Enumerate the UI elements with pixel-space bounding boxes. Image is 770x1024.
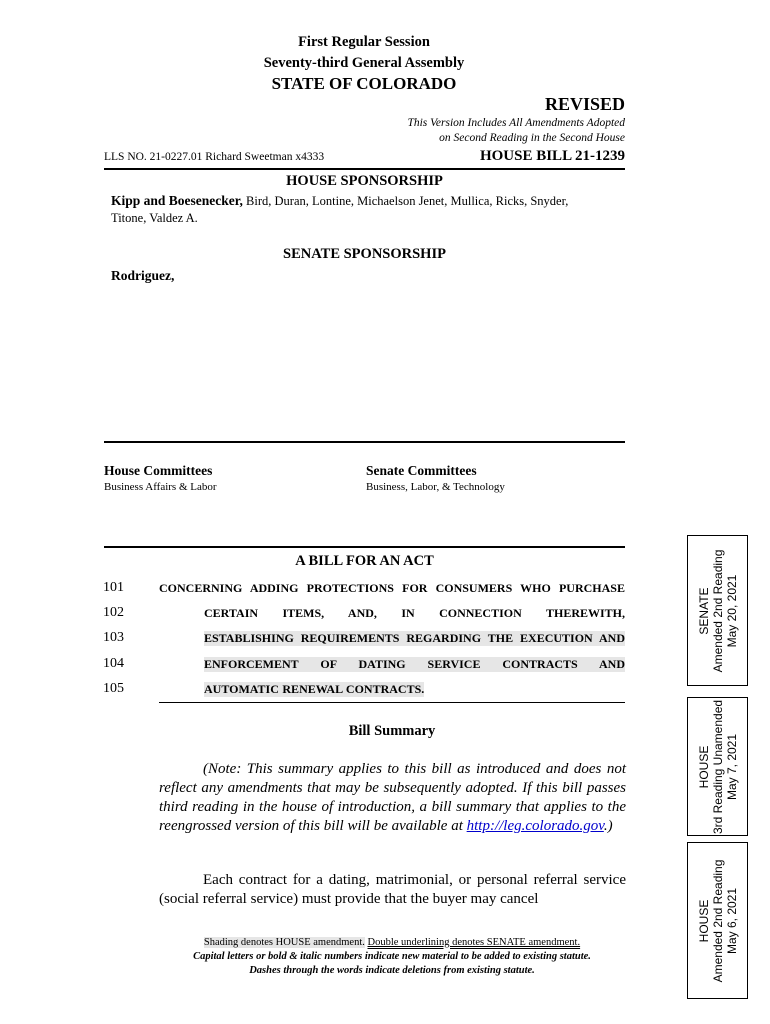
- committees-rule: [104, 441, 625, 443]
- bill-title-line: AUTOMATIC RENEWAL CONTRACTS.: [204, 682, 425, 696]
- footer-legend-line2: Capital letters or bold & italic numbers indicate new material to be added to existing statute.: [193, 951, 591, 962]
- line-number: 102: [103, 605, 124, 620]
- stamp-action: Amended 2nd Reading: [710, 549, 725, 672]
- senate-reading-stamp: [687, 535, 748, 686]
- senate-committees-heading: Senate Committees: [366, 463, 477, 478]
- house-sponsorship-heading: HOUSE SPONSORSHIP: [286, 173, 443, 189]
- revised-label: REVISED: [544, 94, 625, 114]
- house-third-reading-stamp: [687, 697, 748, 836]
- header-rule: [104, 168, 625, 170]
- session-title: First Regular Session: [298, 34, 430, 50]
- senate-sponsorship-heading: SENATE SPONSORSHIP: [283, 246, 446, 262]
- bill-title-line: CONCERNING ADDING PROTECTIONS FOR CONSUMERS WHO PURCHASE: [159, 581, 625, 595]
- line-number: 101: [103, 580, 124, 595]
- bill-number: HOUSE BILL 21-1239: [479, 148, 625, 164]
- summary-note-text: (Note: This summary applies to this bill as introduced and does not reflect any amendments that may be subsequently adopted. If this bill passes third reading in the house of introduction, a bill summary that applies to the reengrossed version of this bill will be available at: [159, 761, 626, 834]
- line-number: 105: [103, 681, 124, 696]
- stamp-chamber: SENATE: [696, 586, 711, 635]
- stamp-chamber: HOUSE: [696, 899, 711, 942]
- stamp-date: May 20, 2021: [724, 574, 739, 647]
- stamp-action: Amended 2nd Reading: [710, 859, 725, 982]
- title-end-rule: [159, 702, 625, 703]
- summary-body: Each contract for a dating, matrimonial, or personal referral service (social referral service) must provide that the buyer may cancel: [159, 872, 626, 907]
- bill-title-line: CERTAIN ITEMS, AND, IN CONNECTION THEREWITH,: [204, 606, 625, 620]
- house-amendment-legend: Shading denotes HOUSE amendment.: [203, 937, 365, 948]
- summary-note-end: .): [603, 818, 613, 834]
- house-cosponsors-line2: Titone, Valdez A.: [111, 211, 198, 225]
- state-title: STATE OF COLORADO: [271, 74, 457, 93]
- bill-title-line: ESTABLISHING REQUIREMENTS REGARDING THE EXECUTION AND: [204, 631, 625, 645]
- assembly-title: Seventy-third General Assembly: [263, 55, 465, 71]
- stamp-action: 3rd Reading Unamended: [710, 699, 725, 834]
- bill-summary-heading: Bill Summary: [348, 723, 436, 739]
- senate-prime-sponsors: Rodriguez,: [111, 268, 175, 283]
- house-committees-value: Business Affairs & Labor: [104, 481, 217, 493]
- bill-title-line: ENFORCEMENT OF DATING SERVICE CONTRACTS AND: [204, 657, 625, 671]
- house-sponsors: [111, 192, 626, 227]
- version-note-line1: This Version Includes All Amendments Adopted: [407, 117, 625, 129]
- senate-committees-value: Business, Labor, & Technology: [366, 481, 505, 493]
- footer-legend-line3: Dashes through the words indicate deletions from existing statute.: [249, 965, 535, 976]
- house-prime-sponsors: Kipp and Boesenecker,: [111, 193, 243, 208]
- house-cosponsors-line1: Bird, Duran, Lontine, Michaelson Jenet, Mullica, Ricks, Snyder,: [242, 194, 569, 208]
- house-second-reading-stamp: [687, 842, 748, 999]
- leg-colorado-link[interactable]: http://leg.colorado.gov: [466, 818, 604, 834]
- line-number: 104: [103, 656, 124, 671]
- line-number: 103: [103, 630, 124, 645]
- senate-amendment-legend: Double underlining denotes SENATE amendment.: [367, 937, 581, 948]
- house-committees-heading: House Committees: [104, 463, 213, 478]
- stamp-chamber: HOUSE: [696, 745, 711, 788]
- bill-title: A BILL FOR AN ACT: [295, 553, 434, 569]
- lls-number: LLS NO. 21-0227.01 Richard Sweetman x4333: [104, 151, 325, 163]
- version-note-line2: on Second Reading in the Second House: [439, 132, 625, 144]
- bill-rule: [104, 546, 625, 548]
- summary-note: [159, 760, 626, 836]
- stamp-date: May 6, 2021: [724, 887, 739, 954]
- stamp-date: May 7, 2021: [724, 733, 739, 800]
- footer-legend-line1: [104, 936, 680, 950]
